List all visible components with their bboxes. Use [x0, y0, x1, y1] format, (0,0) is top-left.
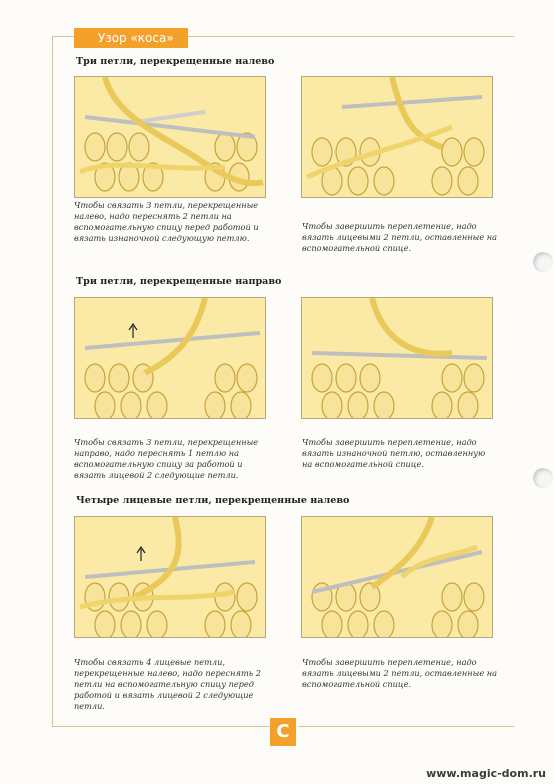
caption-2-left: Чтобы связать 3 петли, перекрещенные направо, надо переснять 1 петлю на вспомогательную спицу за работой и вязать лицевой 2 следующие петли.	[74, 437, 259, 480]
illustration-2-left	[74, 297, 266, 419]
illustration-3-left	[74, 516, 266, 638]
section-title-2: Три петли, перекрещенные направо	[76, 276, 282, 287]
frame-bottom-line-right	[298, 726, 514, 727]
illustration-2-right	[301, 297, 493, 419]
caption-1-right: Чтобы завершить переплетение, надо вязать лицевыми 2 петли, оставленные на вспомогательной спице.	[302, 221, 498, 253]
section-title-1: Три петли, перекрещенные налево	[76, 56, 275, 67]
caption-3-left: Чтобы связать 4 лицевые петли, перекрещенные налево, надо переснять 2 петли на вспомогательную спицу перед работой и вязать лицевой 2 следующие петли.	[74, 657, 261, 711]
footer-url: www.magic-dom.ru	[426, 767, 546, 780]
caption-1-left: Чтобы связать 3 петли, перекрещенные налево, надо переснять 2 петли на вспомогательную спицу перед работой и вязать изнаночной следующую петлю.	[74, 200, 259, 243]
frame-left-line	[52, 36, 53, 726]
binder-hole-top	[533, 252, 553, 272]
illustration-1-right	[301, 76, 493, 198]
section-tab: Узор «коса»	[74, 28, 188, 48]
frame-bottom-line	[52, 726, 270, 727]
illustration-1-left	[74, 76, 266, 198]
section-title-3: Четыре лицевые петли, перекрещенные налево	[76, 495, 350, 506]
caption-3-right: Чтобы завершить переплетение, надо вязать лицевыми 2 петли, оставленные на вспомогательной спице.	[302, 657, 498, 689]
binder-hole-bottom	[533, 468, 553, 488]
caption-2-right: Чтобы завершить переплетение, надо вязать изнаночной петлю, оставленную на вспомогательной спице.	[302, 437, 486, 469]
page-letter: C	[270, 718, 296, 746]
illustration-3-right	[301, 516, 493, 638]
